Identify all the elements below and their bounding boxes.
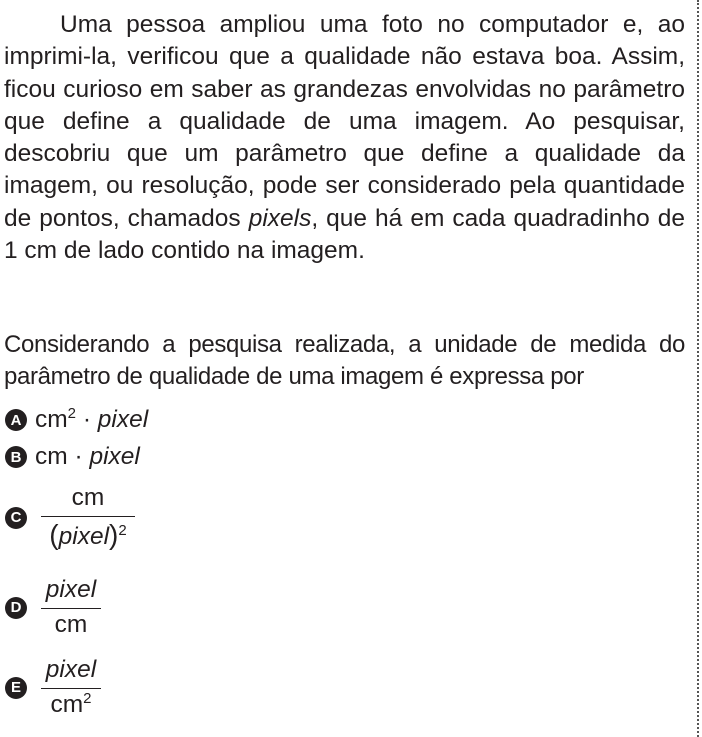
option-a-badge: A bbox=[5, 409, 27, 431]
option-a-pixel: pixel bbox=[97, 406, 149, 433]
option-c-pixel: pixel bbox=[58, 523, 110, 550]
option-d-numerator: pixel bbox=[41, 576, 101, 609]
option-e-exponent: 2 bbox=[83, 689, 92, 707]
context-text-2: , que há em cada quadradinho de 1 cm de lado contido na imagem. bbox=[4, 204, 685, 265]
option-b-text bbox=[35, 443, 140, 471]
option-c-badge: C bbox=[5, 507, 27, 529]
option-a[interactable] bbox=[5, 406, 148, 434]
option-c-numerator: cm bbox=[41, 484, 135, 517]
option-e[interactable] bbox=[5, 656, 101, 719]
question-context bbox=[4, 9, 685, 267]
option-d-badge: D bbox=[5, 597, 27, 619]
option-e-badge: E bbox=[5, 677, 27, 699]
question-prompt bbox=[4, 329, 685, 394]
option-b-pixel: pixel bbox=[89, 443, 140, 470]
option-c-denominator bbox=[49, 517, 126, 551]
option-d[interactable] bbox=[5, 576, 101, 639]
option-a-exponent: 2 bbox=[67, 404, 77, 422]
option-d-denominator: cm bbox=[54, 611, 88, 638]
option-c-fraction bbox=[41, 484, 135, 551]
option-b-badge: B bbox=[5, 446, 27, 468]
option-b[interactable] bbox=[5, 443, 140, 471]
option-b-unit: cm bbox=[35, 443, 68, 470]
context-text-pixels: pixels bbox=[248, 204, 312, 232]
column-divider bbox=[697, 0, 699, 737]
prompt-text: Considerando a pesquisa realizada, a unidade de medida do parâmetro de qualidade de uma imagem é expressa por bbox=[4, 331, 685, 391]
option-c[interactable] bbox=[5, 484, 135, 551]
option-d-fraction bbox=[41, 576, 101, 639]
option-c-close-paren: ) bbox=[109, 519, 119, 550]
option-c-open-paren: ( bbox=[49, 519, 59, 550]
option-e-unit: cm bbox=[50, 691, 84, 718]
option-e-fraction bbox=[41, 656, 101, 719]
option-c-exponent: 2 bbox=[118, 521, 127, 539]
option-e-numerator: pixel bbox=[41, 656, 101, 689]
option-a-dot: · bbox=[76, 406, 98, 433]
option-e-denominator bbox=[50, 689, 91, 719]
option-b-dot: · bbox=[67, 443, 90, 470]
option-a-unit: cm bbox=[35, 406, 68, 433]
option-a-text bbox=[35, 406, 148, 434]
context-text-1: Uma pessoa ampliou uma foto no computador e, ao imprimi-la, verificou que a qualidade não estava boa. Assim, ficou curioso em saber as grandezas envolvidas no parâmetro que define a qualidade de uma imagem. Ao pesquisar, descobriu que um parâmetro que define a qualidade da imagem, ou resolução, pode ser considerado pela quantidade de pontos, chamados bbox=[4, 11, 685, 232]
